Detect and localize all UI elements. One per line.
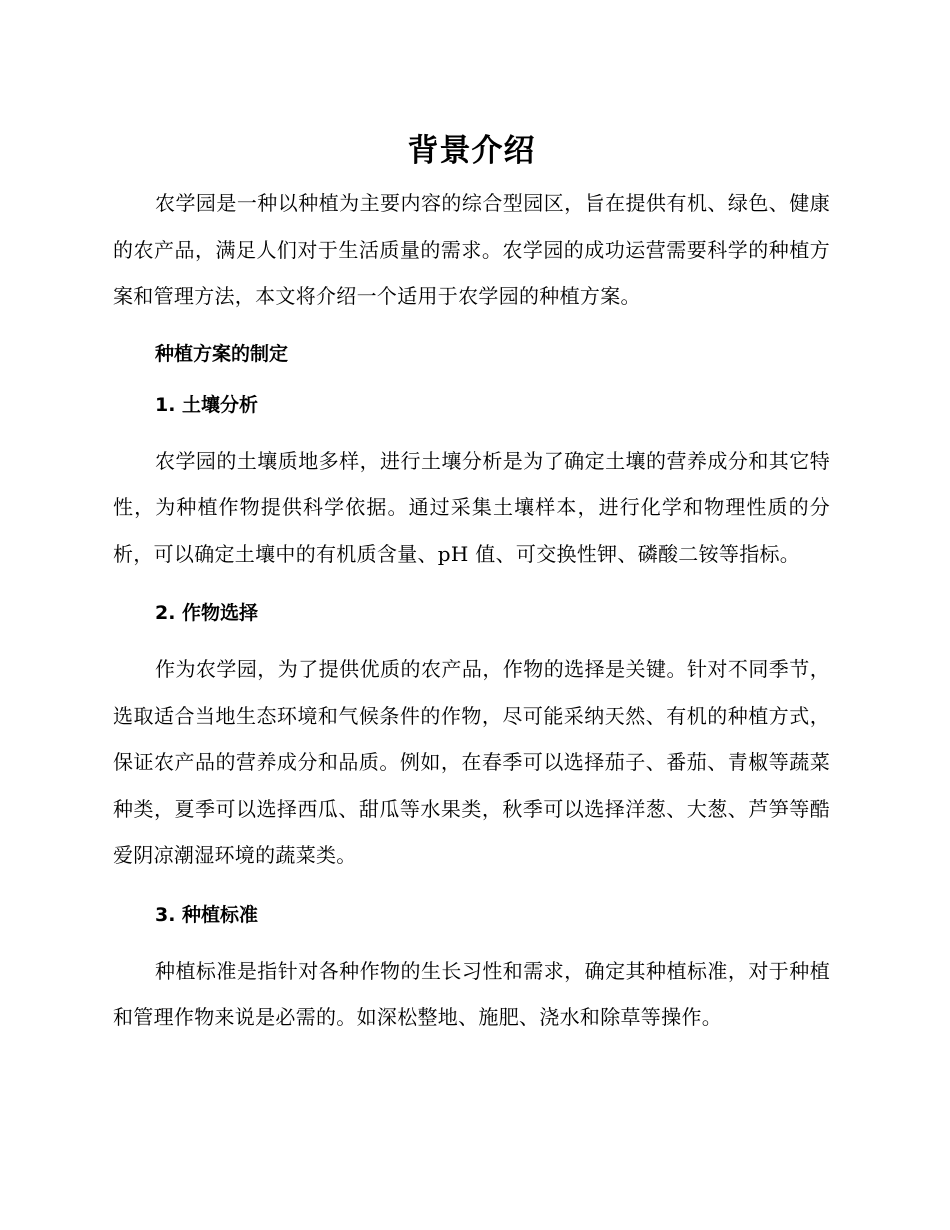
intro-paragraph: 农学园是一种以种植为主要内容的综合型园区，旨在提供有机、绿色、健康的农产品，满足人们对于生活质量的需求。农学园的成功运营需要科学的种植方案和管理方法，本文将介绍一个适用于农学园的种植方案。 (113, 191, 830, 308)
crop-selection-paragraph: 作为农学园，为了提供优质的农产品，作物的选择是关键。针对不同季节，选取适合当地生态环境和气候条件的作物，尽可能采纳天然、有机的种植方式，保证农产品的营养成分和品质。例如，在春季可以选择茄子、番茄、青椒等蔬菜种类，夏季可以选择西瓜、甜瓜等水果类，秋季可以选择洋葱、大葱、芦笋等酷爱阴凉潮湿环境的蔬菜类。 (113, 657, 830, 867)
soil-analysis-paragraph: 农学园的土壤质地多样，进行土壤分析是为了确定土壤的营养成分和其它特性，为种植作物提供科学依据。通过采集土壤样本，进行化学和物理性质的分析，可以确定土壤中的有机质含量、pH 值、可交换性钾、磷酸二铵等指标。 (113, 448, 830, 566)
subsection-heading-soil-analysis: 1. 土壤分析 (155, 393, 259, 416)
document-title: 背景介绍 (407, 133, 536, 169)
planting-standards-paragraph: 种植标准是指针对各种作物的生长习性和需求，确定其种植标准，对于种植和管理作物来说是必需的。如深松整地、施肥、浇水和除草等操作。 (113, 958, 830, 1029)
section-heading: 种植方案的制定 (155, 342, 289, 365)
subsection-heading-planting-standards: 3. 种植标准 (155, 903, 259, 926)
subsection-heading-crop-selection: 2. 作物选择 (155, 602, 259, 624)
